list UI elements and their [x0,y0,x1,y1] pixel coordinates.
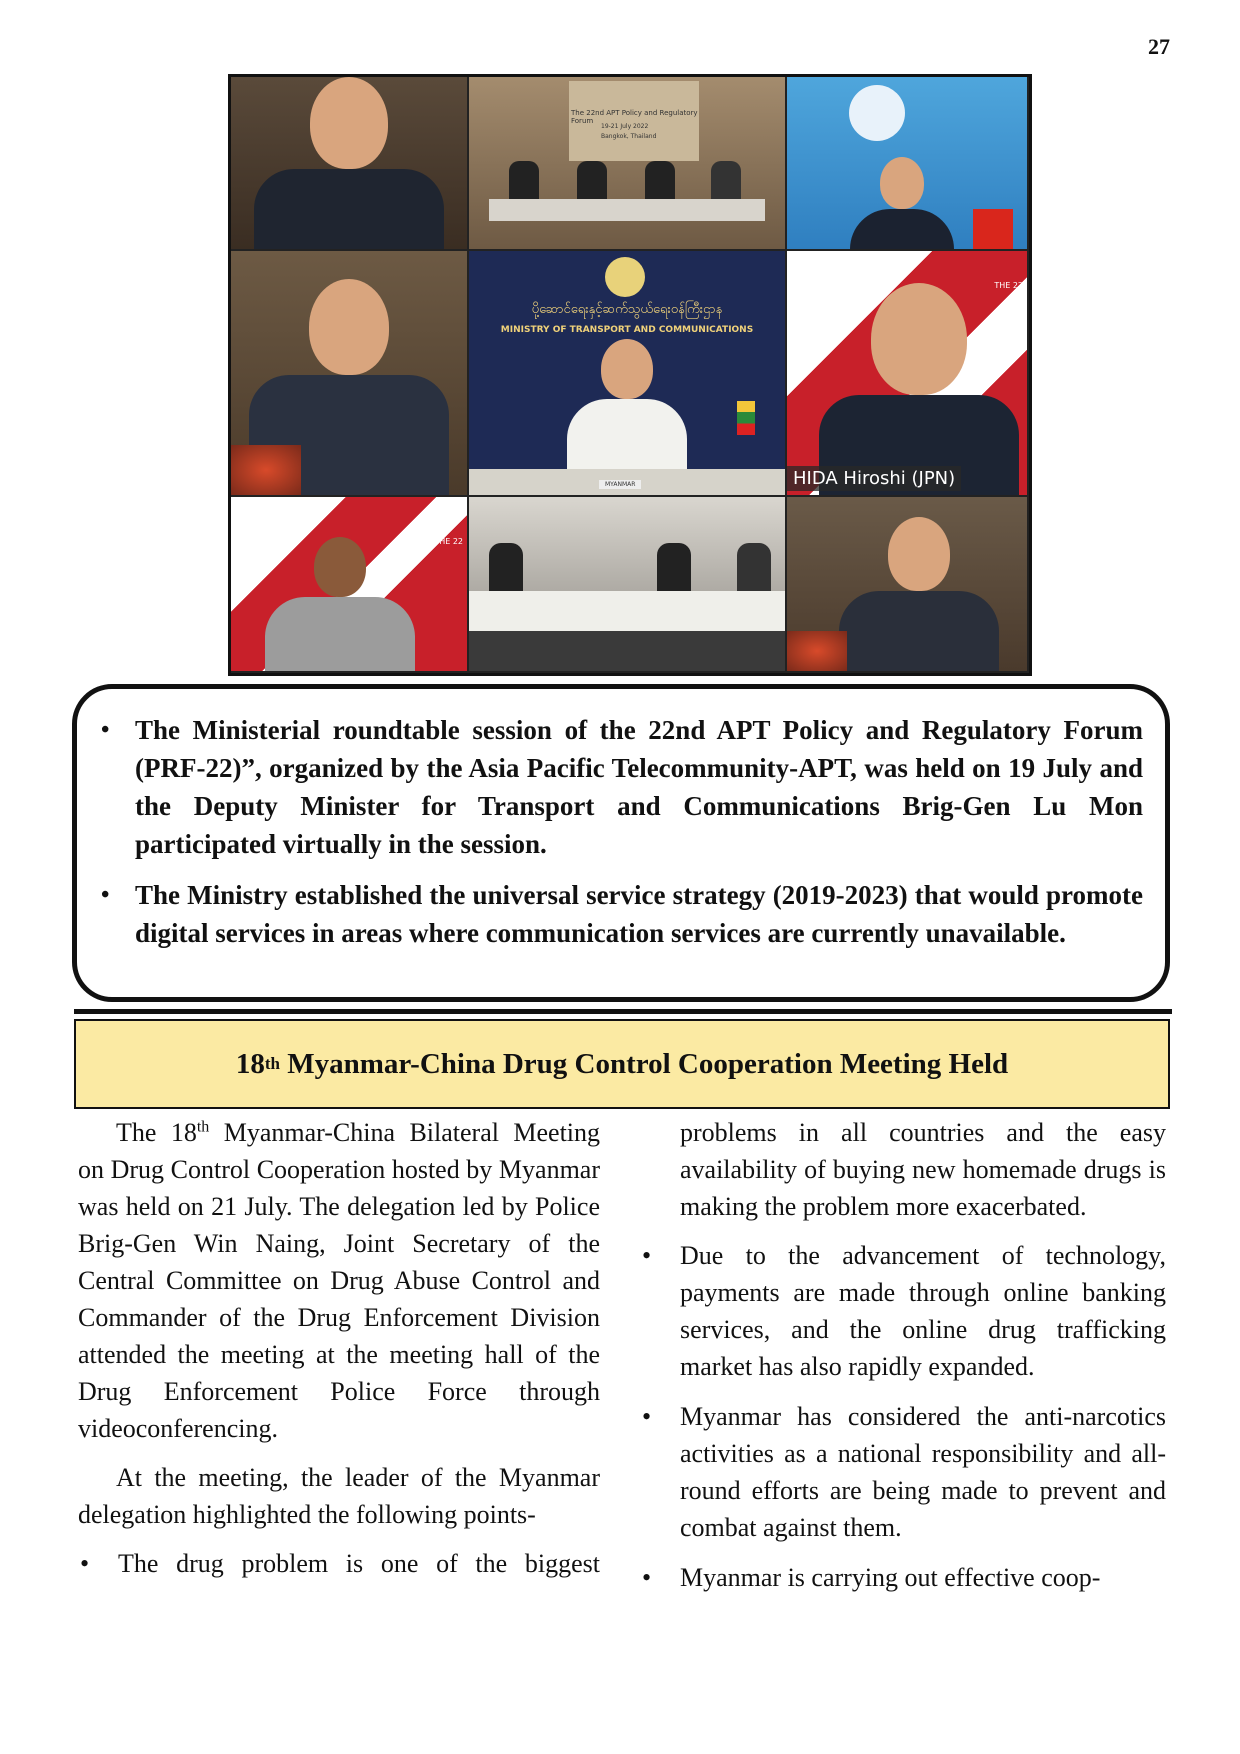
emblem-icon [849,85,905,141]
conference-table [469,591,785,631]
speaker-figure [819,283,1019,495]
article-paragraph: At the meeting, the leader of the Myanmar delegation highlighted the following points- [78,1463,600,1529]
article-bullet: • Due to the advancement of technology, payments are made through online banking services, and the online drug trafficking market has also rapidly expanded. [640,1237,1166,1385]
photo-speaker-2 [231,251,467,495]
forum-sign-text-3: Bangkok, Thailand [601,133,657,140]
speaker-figure [839,517,999,671]
article-bullet: • The drug problem is one of the biggest [78,1545,600,1582]
photo-speaker-vietnam [787,77,1027,249]
flowers [231,445,301,495]
photo-forum-stage [469,77,785,249]
highlight-item: • The Ministry established the universal service strategy (2019-2023) that would promote digital services in areas where communication services are currently unavailable. [99,876,1143,952]
para1-start: The 18 [116,1118,197,1147]
article-bullets [640,1237,1166,1596]
highlights-box [72,684,1170,1002]
myanmar-flag-icon [737,401,755,435]
highlights-list [99,711,1143,965]
ministry-banner-en: MINISTRY OF TRANSPORT AND COMMUNICATIONS [500,325,754,335]
highlight-item: • The Ministerial roundtable session of the 22nd APT Policy and Regulatory Forum (PRF-22)”, organized by the Asia Pacific Telecommunity-APT, was held on 19 July and the Deputy Minister for Transport and Communications Brig-Gen Lu Mon participated virtually in the session. [99,711,1143,863]
photo-speaker-1 [231,77,467,249]
photo-speaker-japan [787,251,1027,495]
photo-speaker-3 [231,497,467,671]
corner-text: THE 22 [434,537,463,546]
photo-collage [228,74,1032,676]
page-number: 27 [1148,34,1170,59]
article-bullet: • Myanmar has considered the anti-narcotics activities as a national responsibility and all-round efforts are being made to prevent and combat against them. [640,1398,1166,1546]
article-bullet-continued: problems in all countries and the easy availability of buying new homemade drugs is making the problem more exacerbated. [680,1118,1166,1221]
article-column-right [640,1114,1166,1609]
speaker-figure [254,77,444,249]
speaker-figure [567,339,687,469]
article-bullets [78,1545,600,1582]
forum-sign-text-2: 19-21 July 2022 [601,123,649,130]
article-column-left [78,1114,600,1595]
corner-text: THE 22 [994,281,1023,290]
vietnam-flag-icon [973,209,1013,249]
article-heading-text: Myanmar-China Drug Control Cooperation Meeting Held [279,1047,1009,1080]
speaker-caption: HIDA Hiroshi (JPN) [787,466,961,491]
article-heading: 18 th Myanmar-China Drug Control Cooperation Meeting Held [74,1019,1170,1109]
stage-table [489,199,765,221]
speaker-figure [265,537,415,671]
forum-sign-text-1: The 22nd APT Policy and Regulatory Forum [571,109,698,125]
para1-sup: th [196,1118,210,1136]
name-plate: MYANMAR [599,480,641,489]
para1-rest: Myanmar-China Bilateral Meeting on Drug Control Cooperation hosted by Myanmar was held on 21 July. The delegation led by Police Brig-Gen Win Naing, Joint Secretary of the Central Committee on Drug Abuse Control and Commander of the Drug Enforcement Division attended the meeting at the meeting hall of the Drug Enforcement Police Force through videoconferencing. [78,1118,601,1443]
flowers [787,631,847,671]
ministry-banner-mm: ပို့ဆောင်ရေးနှင့်ဆက်သွယ်ရေးဝန်ကြီးဌာန [531,302,723,317]
article-bullet: • Myanmar is carrying out effective coop- [640,1559,1166,1596]
ministry-emblem-icon [605,257,645,297]
photo-meeting-table [469,497,785,671]
section-divider [74,1009,1172,1014]
article-paragraph [78,1114,600,1447]
speaker-figure [850,157,954,249]
photo-speaker-4 [787,497,1027,671]
photo-myanmar-minister [469,251,785,495]
article-heading-num: 18 [235,1047,265,1080]
